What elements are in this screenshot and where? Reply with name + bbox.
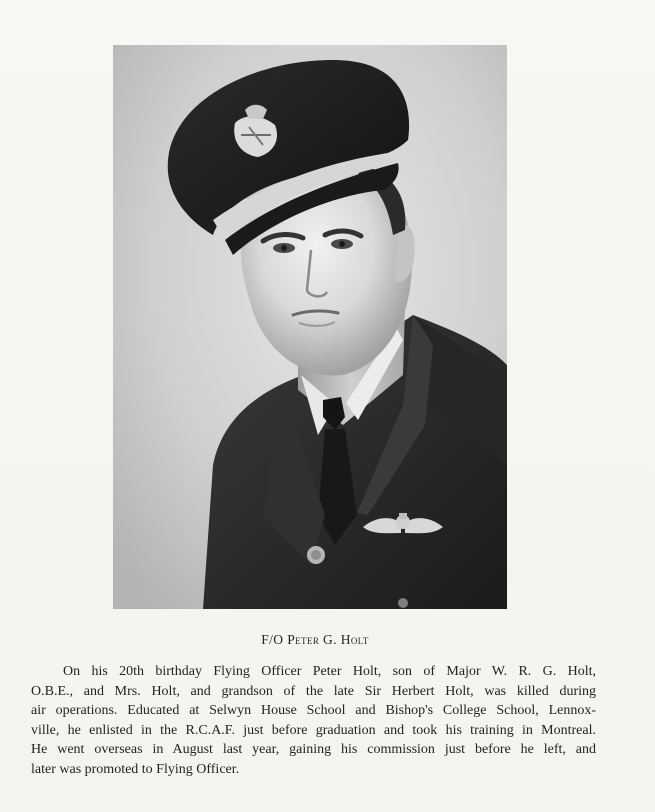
bio-line-3: air operations. Educated at Selwyn House School and Bishop's College School, Lennox- [31, 703, 596, 719]
photo-caption [0, 632, 630, 648]
caption-name: Peter G. Holt [287, 632, 369, 647]
bio-line-4: ville, he enlisted in the R.C.A.F. just before graduation and took his training in Montreal. [31, 722, 596, 738]
bio-line-1: On his 20th birthday Flying Officer Peter Holt, son of Major W. R. G. Holt, [63, 664, 596, 679]
bio-line-5: He went overseas in August last year, gaining his commission just before he left, and [31, 742, 596, 758]
caption-rank: F/O [261, 632, 288, 647]
portrait-illustration [113, 45, 507, 609]
bio-line-6: later was promoted to Flying Officer. [31, 761, 240, 777]
biography-paragraph [31, 662, 596, 780]
bio-line-2: O.B.E., and Mrs. Holt, and grandson of the late Sir Herbert Holt, was killed during [31, 683, 596, 699]
portrait-photo [113, 45, 507, 609]
